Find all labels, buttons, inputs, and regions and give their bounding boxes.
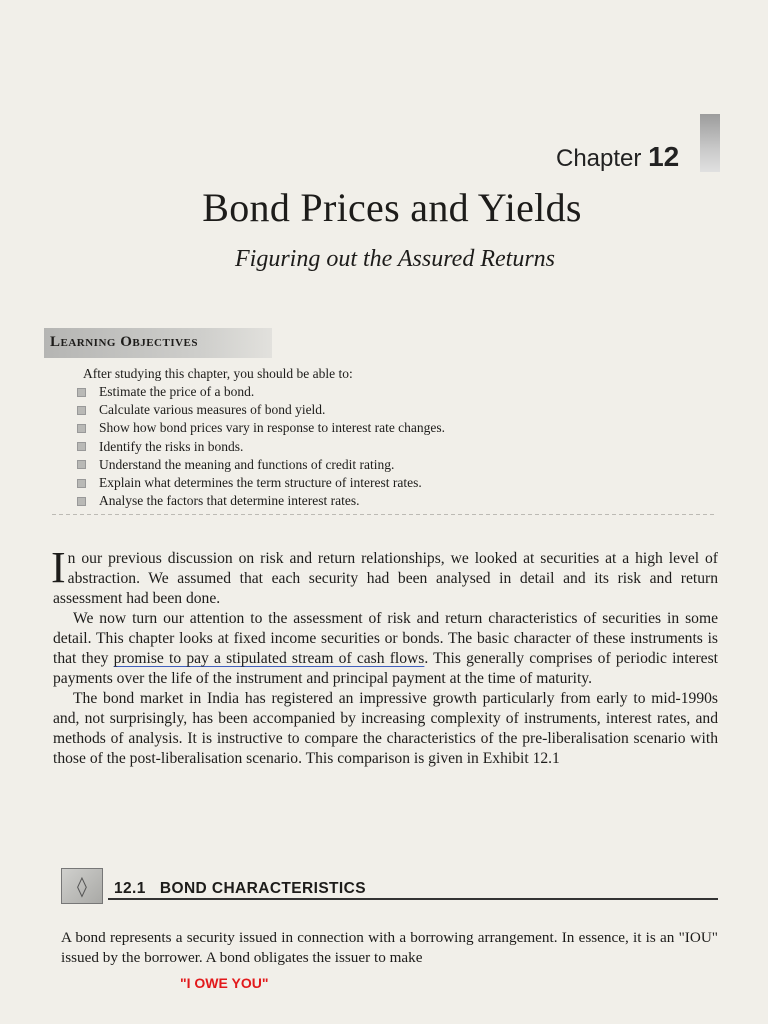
bullet-icon: [77, 442, 86, 451]
list-item-text: Analyse the factors that determine interest rates.: [99, 493, 360, 509]
list-item-text: Estimate the price of a bond.: [99, 384, 255, 399]
section-heading: [114, 880, 366, 898]
list-item: [77, 474, 445, 492]
paragraph-2: [53, 609, 718, 689]
section-paragraph: [61, 928, 718, 968]
list-item-text: Show how bond prices vary in response to interest rate changes.: [99, 420, 446, 436]
bullet-icon: [77, 479, 86, 488]
paragraph-1-text: n our previous discussion on risk and return relationships, we looked at securities at a high level of abstraction. We assumed that each security had been analysed in detail and its risk and return assessment had been done.: [53, 550, 718, 607]
section-title: BOND CHARACTERISTICS: [159, 880, 366, 897]
chapter-word: Chapter: [556, 145, 642, 172]
pen-underlined-phrase: promise to pay a stipulated stream of cash flows: [113, 650, 425, 667]
objectives-divider: [52, 514, 714, 515]
drop-cap: I: [51, 543, 66, 592]
list-item: [77, 419, 445, 437]
section-number: 12.1: [114, 880, 146, 897]
list-item-text: Calculate various measures of bond yield.: [99, 402, 326, 418]
paragraph-1: [51, 543, 718, 609]
list-item-text: Identify the risks in bonds.: [99, 438, 244, 454]
chapter-intro-text: [51, 543, 718, 769]
list-item: [77, 438, 445, 456]
list-item: [77, 456, 445, 474]
page-subtitle: Figuring out the Assured Returns: [235, 246, 555, 272]
list-item-text: Explain what determines the term structure of interest rates.: [99, 475, 422, 491]
chapter-tab-marker: [700, 114, 720, 172]
handwritten-annotation: "I OWE YOU": [180, 975, 269, 991]
learning-objectives-list: [77, 383, 445, 510]
paragraph-2-text-a: We now turn our attention to the assessment of risk and return characteristics of securities in some detail. This chapter looks at fixed income securities or bonds. The basic character of these instruments is that they: [53, 610, 718, 667]
chapter-label: [556, 141, 679, 173]
list-item-text: Understand the meaning and functions of credit rating.: [99, 456, 395, 472]
section-divider: [108, 898, 718, 900]
paragraph-3: The bond market in India has registered an impressive growth particularly from early to mid-1990s and, not surprisingly, has been accompanied by increasing complexity of instruments, interest rates, and methods of analysis. It is instructive to compare the characteristics of the pre-liberalisation scenario with those of the post-liberalisation scenario. This comparison is given in Exhibit 12.1: [53, 690, 718, 767]
list-item: [77, 401, 445, 419]
section-icon: ◊: [61, 868, 103, 904]
bullet-icon: [77, 424, 86, 433]
bullet-icon: [77, 388, 86, 397]
bullet-icon: [77, 406, 86, 415]
list-item: [77, 492, 445, 510]
paragraph-2-text-b: . This generally comprises of periodic interest payments over the life of the instrument and principal payment at the time of maturity.: [53, 650, 718, 687]
bullet-icon: [77, 460, 86, 469]
chapter-number: 12: [648, 141, 680, 172]
section-paragraph-text: A bond represents a security issued in connection with a borrowing arrangement. In essence, it is an "IOU" issued by the borrower. A bond obligates the issuer to make: [61, 929, 718, 966]
learning-objectives-heading: Learning Objectives: [50, 334, 199, 350]
page-title: Bond Prices and Yields: [202, 185, 582, 230]
list-item: [77, 383, 445, 401]
bullet-icon: [77, 497, 86, 506]
learning-objectives-intro: After studying this chapter, you should be able to:: [83, 366, 353, 381]
